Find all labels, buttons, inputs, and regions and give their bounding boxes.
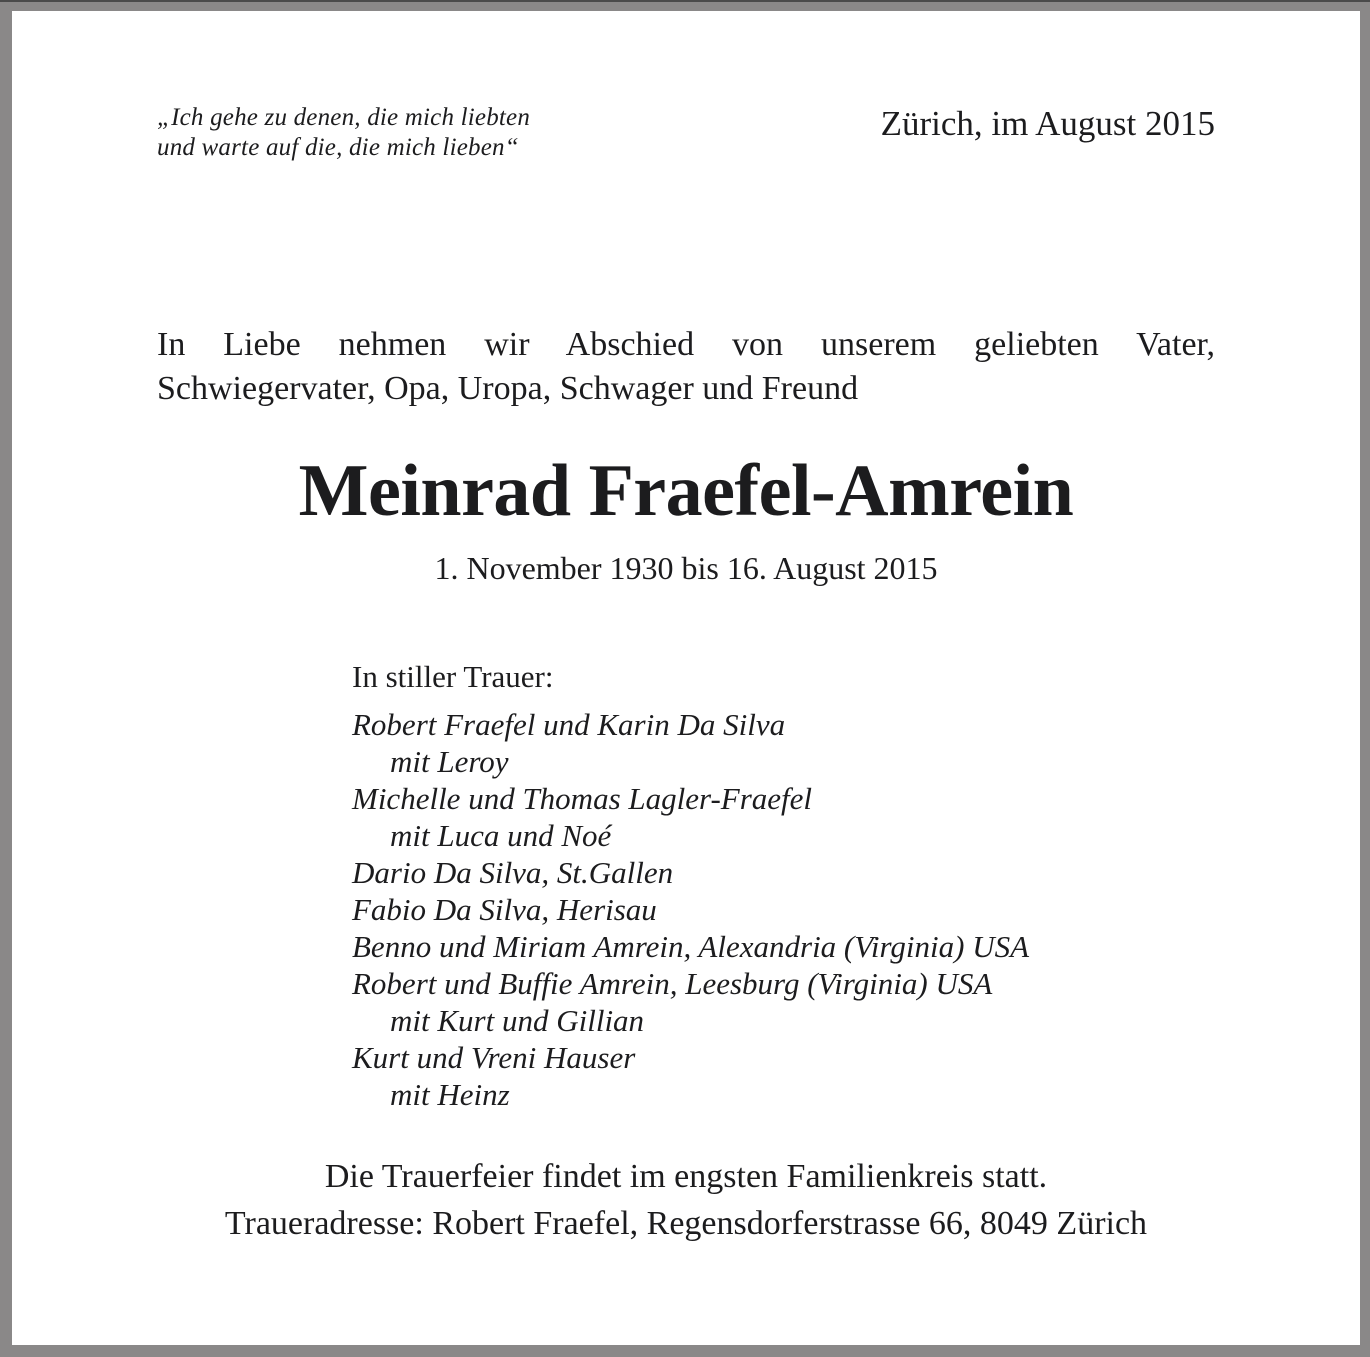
funeral-note: Die Trauerfeier findet im engsten Familienkreis statt. — [324, 1158, 1048, 1196]
mourning-label: In stiller Trauer: — [352, 659, 554, 695]
epigraph-line-2: und warte auf die, die mich lieben“ — [157, 134, 519, 161]
dateline: Zürich, im August 2015 — [880, 104, 1215, 143]
header-row — [157, 103, 1215, 163]
deceased-name: Meinrad Fraefel-Amrein — [298, 450, 1074, 532]
life-dates: 1. November 1930 bis 16. August 2015 — [434, 550, 938, 587]
intro-line-1: In Liebe nehmen wir Abschied von unserem geliebten Vater, — [157, 326, 1215, 363]
mourner-line: Fabio Da Silva, Herisau — [352, 892, 657, 928]
mourner-line: Dario Da Silva, St.Gallen — [352, 855, 674, 891]
mourner-line: Robert Fraefel und Karin Da Silva — [352, 707, 786, 743]
mourner-line: Robert und Buffie Amrein, Leesburg (Virginia) USA — [352, 966, 993, 1002]
mourning-address: Traueradresse: Robert Fraefel, Regensdorferstrasse 66, 8049 Zürich — [224, 1205, 1148, 1243]
intro-paragraph — [157, 323, 1215, 411]
epigraph-line-1: „Ich gehe zu denen, die mich liebten — [157, 104, 531, 131]
obituary-page — [12, 11, 1360, 1345]
intro-line-2: Schwiegervater, Opa, Uropa, Schwager und Freund — [157, 370, 859, 407]
mourner-line: Benno und Miriam Amrein, Alexandria (Virginia) USA — [352, 929, 1030, 965]
epigraph-quote — [157, 103, 530, 163]
mourner-line: mit Luca und Noé — [390, 818, 612, 854]
frame-top-edge — [0, 0, 1370, 2]
footer — [157, 1153, 1215, 1247]
mourner-line: Michelle und Thomas Lagler-Fraefel — [352, 781, 813, 817]
mourners-list — [352, 706, 1215, 1113]
mourner-line: mit Kurt und Gillian — [390, 1003, 645, 1039]
mourner-line: mit Leroy — [390, 744, 509, 780]
mourner-line: Kurt und Vreni Hauser — [352, 1040, 636, 1076]
mourner-line: mit Heinz — [390, 1077, 510, 1113]
mourning-section — [352, 658, 1215, 1113]
